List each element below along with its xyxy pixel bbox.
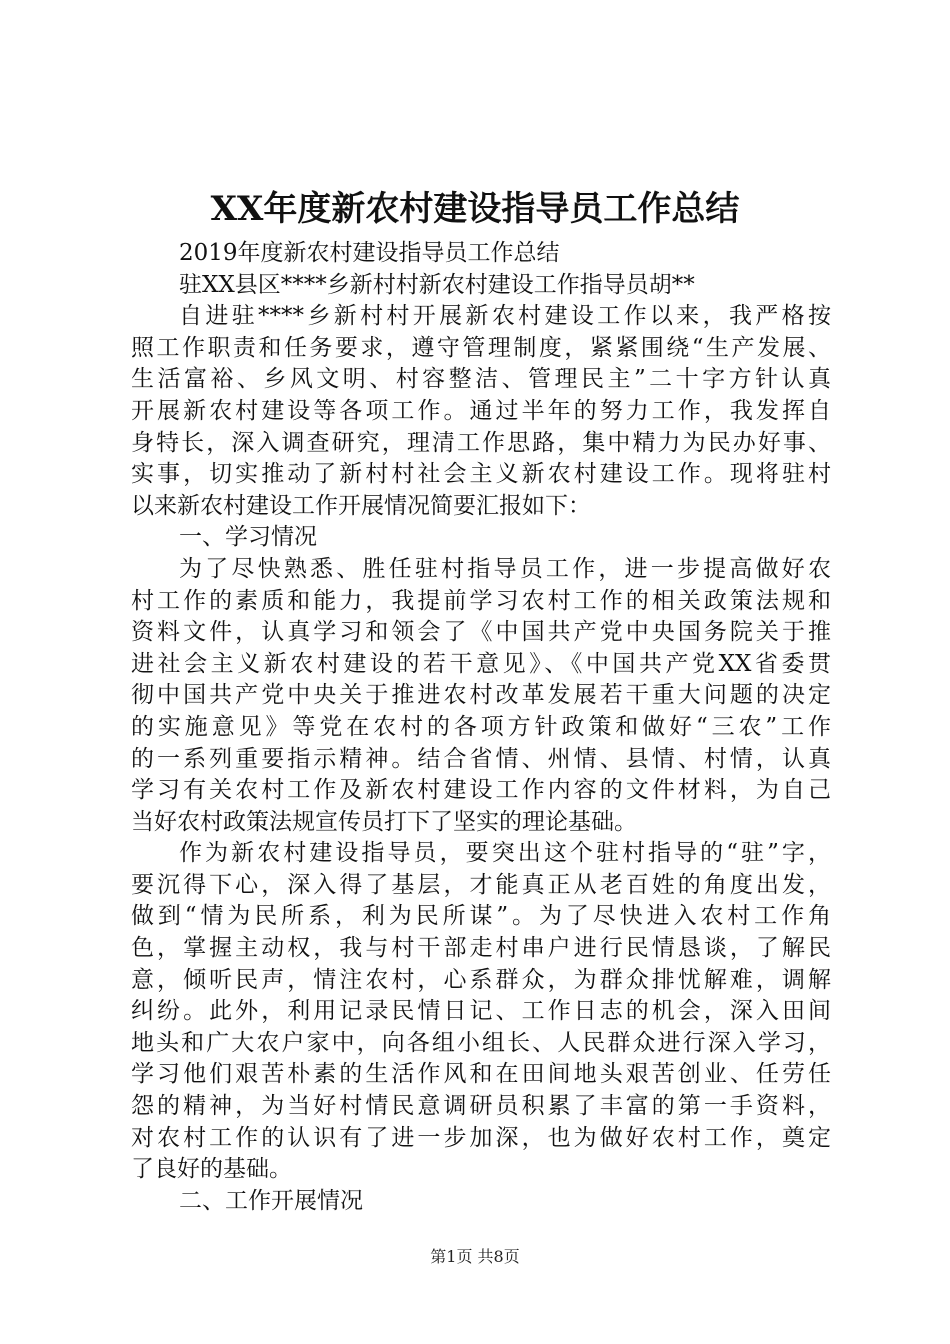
text-line: 学习有关农村工作及新农村建设工作内容的文件材料，为自己 [131, 777, 831, 804]
text-line: 村工作的素质和能力，我提前学习农村工作的相关政策法规和 [131, 587, 831, 614]
text-line: 学习他们艰苦朴素的生活作风和在田间地头艰苦创业、任劳任 [131, 1061, 831, 1088]
text-line: 一、学习情况 [179, 524, 317, 551]
text-line: 怨的精神，为当好村情民意调研员积累了丰富的第一手资料， [131, 1093, 831, 1120]
text-line: 要沉得下心，深入得了基层，才能真正从老百姓的角度出发， [131, 871, 831, 898]
text-line: 为了尽快熟悉、胜任驻村指导员工作，进一步提高做好农 [179, 555, 831, 582]
text-line: 身特长，深入调查研究，理清工作思路，集中精力为民办好事、 [131, 429, 831, 456]
text-line: 的实施意见》等党在农村的各项方针政策和做好“三农”工作 [131, 713, 831, 740]
text-line: 进社会主义新农村建设的若干意见》、《中国共产党XX省委贯 [131, 650, 831, 677]
text-line: 地头和广大农户家中，向各组小组长、人民群众进行深入学习， [131, 1029, 831, 1056]
text-line: 资料文件，认真学习和领会了《中国共产党中央国务院关于推 [131, 619, 831, 646]
text-line: 2019年度新农村建设指导员工作总结 [179, 240, 560, 266]
text-line: 驻XX县区****乡新村村新农村建设工作指导员胡** [179, 271, 695, 298]
text-line: 对农村工作的认识有了进一步加深，也为做好农村工作，奠定 [131, 1124, 831, 1151]
text-line: 色，掌握主动权，我与村干部走村串户进行民情恳谈，了解民 [131, 935, 831, 962]
text-line: 彻中国共产党中央关于推进农村改革发展若干重大问题的决定 [131, 682, 831, 709]
text-line: 二、工作开展情况 [179, 1187, 363, 1214]
text-line: 作为新农村建设指导员，要突出这个驻村指导的“驻”字， [179, 840, 831, 867]
text-line: 意，倾听民声，情注农村，心系群众，为群众排忧解难，调解 [131, 966, 831, 993]
text-line: 开展新农村建设等各项工作。通过半年的努力工作，我发挥自 [131, 397, 831, 424]
text-line: 生活富裕、乡风文明、村容整洁、管理民主”二十字方针认真 [131, 366, 831, 393]
text-line: 实事，切实推动了新村村社会主义新农村建设工作。现将驻村 [131, 461, 831, 488]
text-line: 当好农村政策法规宣传员打下了坚实的理论基础。 [131, 808, 637, 835]
text-line: 以来新农村建设工作开展情况简要汇报如下： [131, 492, 591, 519]
page-footer: 第1页 共8页 [430, 1247, 520, 1266]
document-body [131, 238, 831, 1217]
text-line: 自进驻****乡新村村开展新农村建设工作以来，我严格按 [179, 303, 831, 330]
document-title: XX年度新农村建设指导员工作总结 [210, 189, 740, 229]
text-line: 照工作职责和任务要求，遵守管理制度，紧紧围绕“生产发展、 [131, 334, 831, 361]
text-line: 纠纷。此外，利用记录民情日记、工作日志的机会，深入田间 [131, 998, 831, 1025]
text-line: 做到“情为民所系，利为民所谋”。为了尽快进入农村工作角 [131, 903, 831, 930]
text-line: 了良好的基础。 [131, 1156, 292, 1183]
text-line: 的一系列重要指示精神。结合省情、州情、县情、村情，认真 [131, 745, 831, 772]
